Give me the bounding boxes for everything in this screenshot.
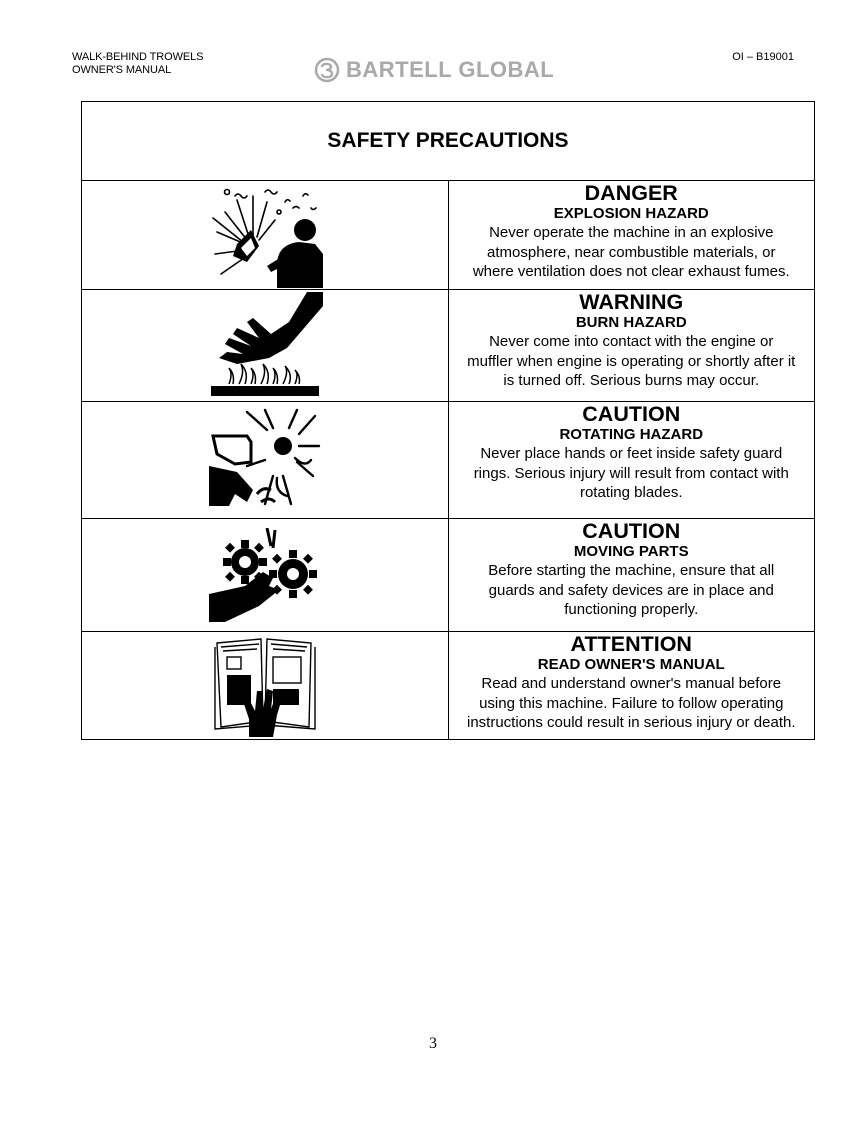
brand-logo-mark-icon — [314, 57, 340, 83]
description-line: rings. Serious injury will result from contact with — [473, 464, 789, 482]
brand-logo — [314, 56, 554, 84]
document-header-left — [72, 51, 203, 77]
signal-word: CAUTION — [582, 402, 681, 426]
table-row — [82, 402, 815, 519]
table-row — [82, 181, 815, 290]
signal-word: CAUTION — [582, 519, 681, 543]
image-cell — [82, 290, 449, 402]
description-line: using this machine. Failure to follow operating — [479, 694, 784, 712]
brand-name: BARTELL GLOBAL — [346, 57, 555, 82]
hazard-type: READ OWNER'S MANUAL — [537, 656, 725, 673]
image-cell — [82, 632, 449, 740]
text-cell — [448, 519, 815, 632]
moving-parts-icon — [209, 528, 321, 622]
header-title-line2: OWNER'S MANUAL — [72, 64, 172, 76]
image-cell — [82, 519, 449, 632]
table-row — [82, 290, 815, 402]
header-title-line1: WALK-BEHIND TROWELS — [72, 51, 204, 63]
document-code: OI – B19001 — [732, 51, 794, 63]
text-cell — [448, 632, 815, 740]
hazard-description — [449, 223, 815, 282]
image-cell — [82, 402, 449, 519]
description-line: instructions could result in serious injury or death. — [467, 714, 796, 731]
hazard-description — [449, 444, 815, 503]
hazard-type: ROTATING HAZARD — [559, 426, 704, 443]
hazard-description — [449, 674, 815, 733]
signal-word: DANGER — [584, 181, 678, 205]
text-cell — [448, 181, 815, 290]
description-line: Before starting the machine, ensure that all — [488, 562, 775, 579]
table-title: SAFETY PRECAUTIONS — [82, 102, 815, 181]
burn-hazard-icon — [207, 292, 323, 400]
description-line: rotating blades. — [579, 484, 683, 501]
description-line: muffler when engine is operating or shortly after it — [467, 352, 796, 370]
description-line: Never operate the machine in an explosive — [489, 224, 774, 241]
signal-word: ATTENTION — [570, 632, 692, 656]
hazard-description — [449, 332, 815, 391]
hazard-type: BURN HAZARD — [575, 314, 687, 331]
hazard-type: EXPLOSION HAZARD — [553, 205, 709, 222]
explosion-hazard-icon — [207, 182, 323, 288]
hazard-type: MOVING PARTS — [573, 543, 689, 560]
page-number: 3 — [429, 1035, 437, 1052]
description-line: guards and safety devices are in place and — [488, 581, 774, 599]
description-line: Never come into contact with the engine or — [489, 333, 774, 350]
description-line: Never place hands or feet inside safety guard — [480, 445, 783, 462]
text-cell — [448, 402, 815, 519]
rotating-hazard-icon — [207, 406, 323, 514]
description-line: Read and understand owner's manual before — [481, 675, 782, 692]
text-cell — [448, 290, 815, 402]
description-line: atmosphere, near combustible materials, or — [487, 243, 776, 261]
description-line: where ventilation does not clear exhaust fumes. — [472, 263, 790, 280]
description-line: functioning properly. — [564, 601, 699, 618]
read-manual-icon — [213, 635, 317, 737]
table-row — [82, 632, 815, 740]
description-line: is turned off. Serious burns may occur. — [503, 372, 760, 389]
safety-precautions-table — [81, 101, 815, 740]
table-row — [82, 519, 815, 632]
signal-word: WARNING — [579, 290, 684, 314]
hazard-description — [449, 561, 815, 620]
image-cell — [82, 181, 449, 290]
